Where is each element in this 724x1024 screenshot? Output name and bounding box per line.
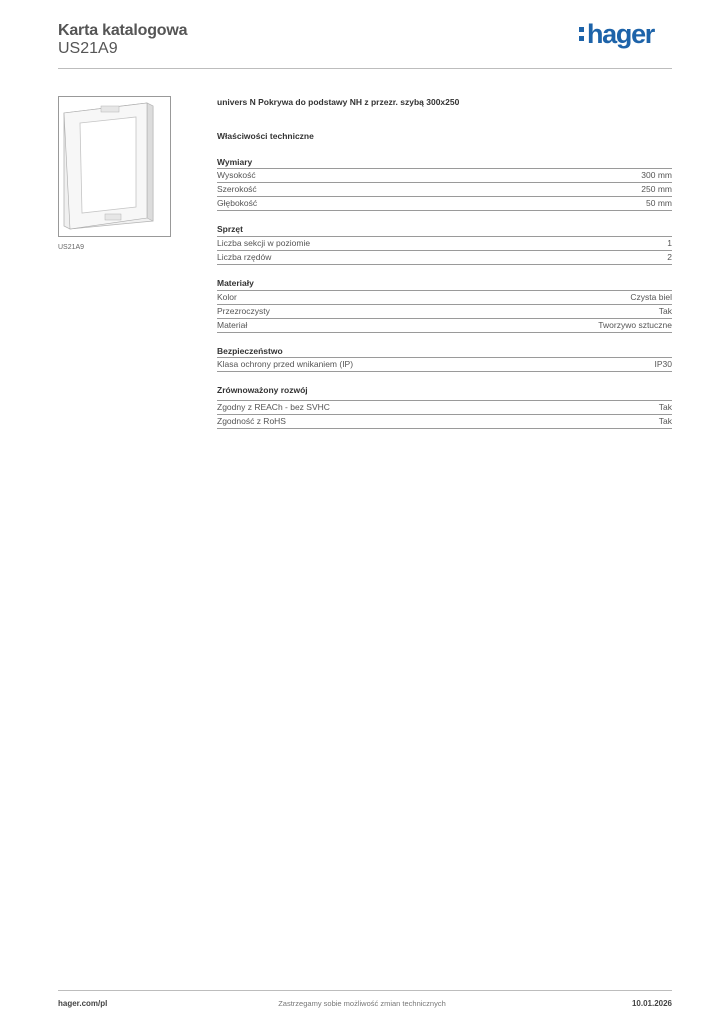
property-row [217,400,672,414]
cover-frame-icon [59,97,170,236]
product-image [58,96,171,237]
section-title-dimensions: Wymiary [217,157,253,167]
property-value: Tak [658,306,672,316]
property-row [217,414,672,429]
property-label: Zgodny z REACh - bez SVHC [217,402,330,412]
property-label: Kolor [217,292,237,302]
property-value: 250 mm [641,184,672,194]
property-row [217,168,672,182]
property-label: Szerokość [217,184,257,194]
property-label: Liczba sekcji w poziomie [217,238,311,248]
property-value: IP30 [654,359,672,369]
property-row [217,236,672,250]
header-divider [58,68,672,69]
property-value: 300 mm [641,170,672,180]
product-description: univers N Pokrywa do podstawy NH z przezr. szybą 300x250 [217,97,460,107]
logo-text: hager [586,19,654,49]
footer-disclaimer: Zastrzegamy sobie możliwość zmian technicznych [278,999,446,1008]
page-header [58,20,672,68]
property-value: Tworzywo sztuczne [598,320,672,330]
property-row [217,318,672,333]
property-row [217,290,672,304]
property-label: Liczba rzędów [217,252,272,262]
document-title: Karta katalogowa [58,22,188,39]
property-row [217,357,672,372]
property-value: Czysta biel [630,292,672,302]
property-value: 50 mm [646,198,672,208]
property-value: 2 [667,252,672,262]
footer-date: 10.01.2026 [631,999,672,1008]
property-value: Tak [658,416,672,426]
property-label: Głębokość [217,198,258,208]
section-title-materials: Materiały [217,278,254,288]
footer-website-link[interactable]: hager.com/pl [58,999,108,1008]
property-row [217,304,672,318]
property-row [217,250,672,265]
property-row [217,196,672,211]
property-label: Wysokość [217,170,256,180]
footer-divider [58,990,672,991]
property-row [217,182,672,196]
property-label: Zgodność z RoHS [217,416,286,426]
image-caption: US21A9 [58,244,85,251]
logo-dots-icon [579,27,584,45]
property-label: Materiał [217,320,248,330]
hager-logo [579,20,654,48]
product-code: US21A9 [58,40,118,57]
property-value: 1 [667,238,672,248]
property-value: Tak [658,402,672,412]
property-label: Klasa ochrony przed wnikaniem (IP) [217,359,354,369]
section-title-equipment: Sprzęt [217,224,243,234]
properties-heading: Właściwości techniczne [217,131,314,141]
section-title-sustainability: Zrównoważony rozwój [217,385,308,395]
property-label: Przezroczysty [217,306,270,316]
section-title-safety: Bezpieczeństwo [217,346,283,356]
